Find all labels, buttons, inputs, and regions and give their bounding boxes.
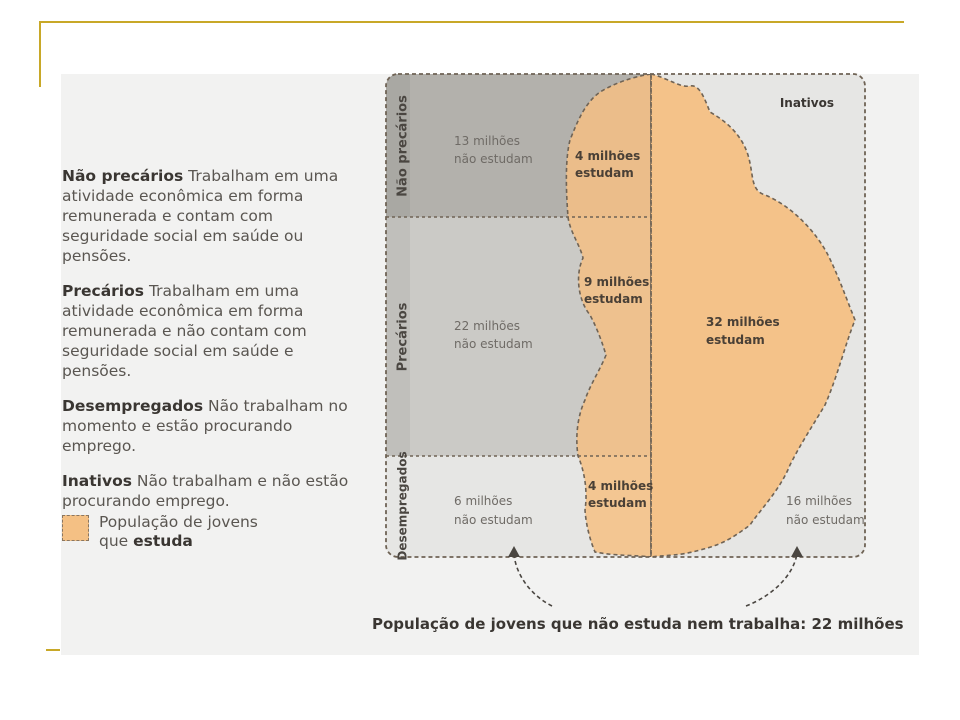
summary-caption: População de jovens que não estuda nem trabalha: 22 milhões [372,615,904,633]
precarios-not-studying-value: 22 milhões [454,319,521,333]
row-label-nao-precarios: Não precários [395,95,411,197]
precarios-studying-caption: estudam [584,292,643,306]
inativos-label: Inativos [779,96,834,110]
nao-precarios-not-studying-value: 13 milhões [454,134,521,148]
definition-inativos: Inativos Não trabalham e não estão procurando emprego. [62,472,349,510]
arrow-to-desempregados [514,554,552,606]
row-label-precarios: Precários [395,302,411,372]
inativos-not-studying-caption: não estudam [786,513,865,527]
definition-nao-precarios: Não precários Trabalham em uma atividade econômica em forma remunerada e contam com seguridade social em saúde ou pensões. [62,167,339,265]
inativos-not-studying-value: 16 milhões [786,494,853,508]
inativos-studying-value: 32 milhões [706,315,780,329]
nao-precarios-not-studying-caption: não estudam [454,152,533,166]
nao-precarios-studying-value: 4 milhões [575,149,641,163]
definition-precarios: Precários Trabalham em uma atividade econômica em forma remunerada e não contam com seguridade social em saúde e pensões. [62,282,307,380]
definition-desempregados: Desempregados Não trabalham no momento e estão procurando emprego. [62,397,348,455]
desempregados-not-studying-value: 6 milhões [454,494,513,508]
precarios-not-studying-caption: não estudam [454,337,533,351]
legend-label: População de jovens que estuda [99,513,258,550]
row-label-desempregados: Desempregados [395,451,410,561]
arrow-to-inativos [746,554,797,606]
nao-precarios-studying-caption: estudam [575,166,634,180]
precarios-studying-value: 9 milhões [584,275,650,289]
desempregados-studying-value: 4 milhões [588,479,654,493]
inativos-studying-caption: estudam [706,333,765,347]
desempregados-studying-caption: estudam [588,496,647,510]
desempregados-not-studying-caption: não estudam [454,513,533,527]
